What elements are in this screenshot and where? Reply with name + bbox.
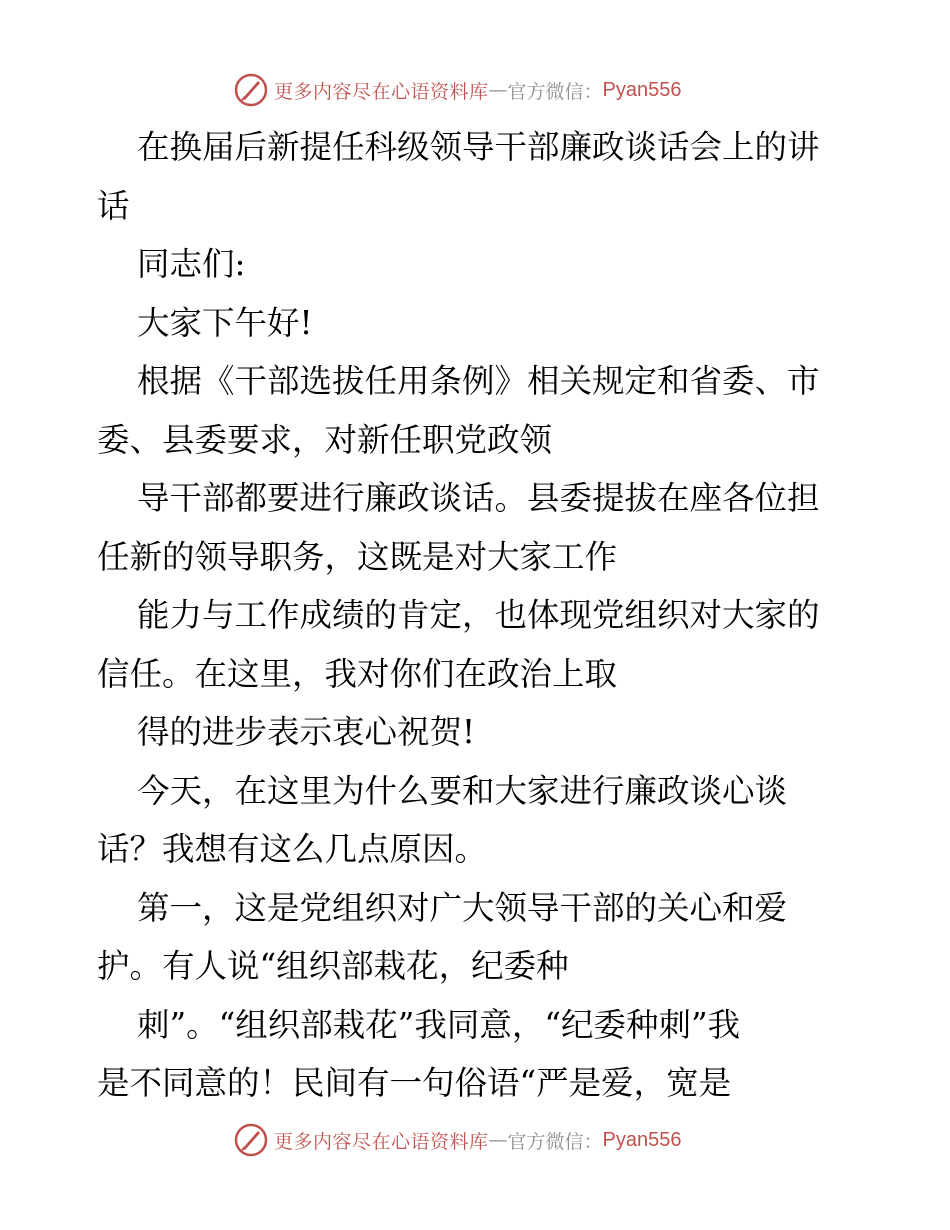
text-line: 信任。在这里，我对你们在政治上取 <box>97 654 618 693</box>
watermark-text: 更多内容尽在心语资料库 <box>274 80 489 103</box>
watermark-label: 官方微信： <box>507 80 603 103</box>
text-line: 今天，在这里为什么要和大家进行廉政谈心谈 <box>137 771 788 810</box>
watermark-id: Pyan556 <box>602 78 682 101</box>
text-line: 能力与工作成绩的肯定，也体现党组织对大家的 <box>137 596 820 634</box>
text-line: 委、县委要求，对新任职党政领 <box>97 420 553 459</box>
document-body <box>97 118 867 1113</box>
text-line: 第一，这是党组织对广大领导干部的关心和爱 <box>137 888 788 927</box>
text-line: 大家下午好! <box>137 303 313 342</box>
text-line: 导干部都要进行廉政谈话。县委提拔在座各位担 <box>137 479 820 517</box>
watermark-id: Pyan556 <box>602 1128 682 1151</box>
text-line: 护。有人说“组织部栽花，纪委种 <box>97 947 569 985</box>
watermark-text: 更多内容尽在心语资料库 <box>274 1130 489 1153</box>
text-line: 刺”。“组织部栽花”我同意，“纪委种刺”我 <box>137 1005 741 1044</box>
text-line: 根据《干部选拔任用条例》相关规定和省委、市 <box>137 362 820 400</box>
header-watermark <box>234 72 682 108</box>
watermark-label: 官方微信： <box>507 1130 603 1153</box>
quill-logo-icon <box>234 73 268 107</box>
text-line: 话 <box>97 186 130 225</box>
text-line: 话？我想有这么几点原因。 <box>97 830 488 868</box>
watermark-separator: — <box>488 1129 508 1151</box>
quill-logo-icon <box>234 1123 268 1157</box>
text-line: 是不同意的！民间有一句俗语“严是爱，宽是 <box>97 1064 732 1102</box>
footer-watermark <box>234 1122 682 1158</box>
watermark-separator: — <box>488 79 508 101</box>
text-line: 得的进步表示衷心祝贺! <box>137 713 476 751</box>
text-line: 在换届后新提任科级领导干部廉政谈话会上的讲 <box>137 128 820 166</box>
text-line: 任新的领导职务，这既是对大家工作 <box>97 537 618 576</box>
text-line: 同志们: <box>137 245 246 283</box>
